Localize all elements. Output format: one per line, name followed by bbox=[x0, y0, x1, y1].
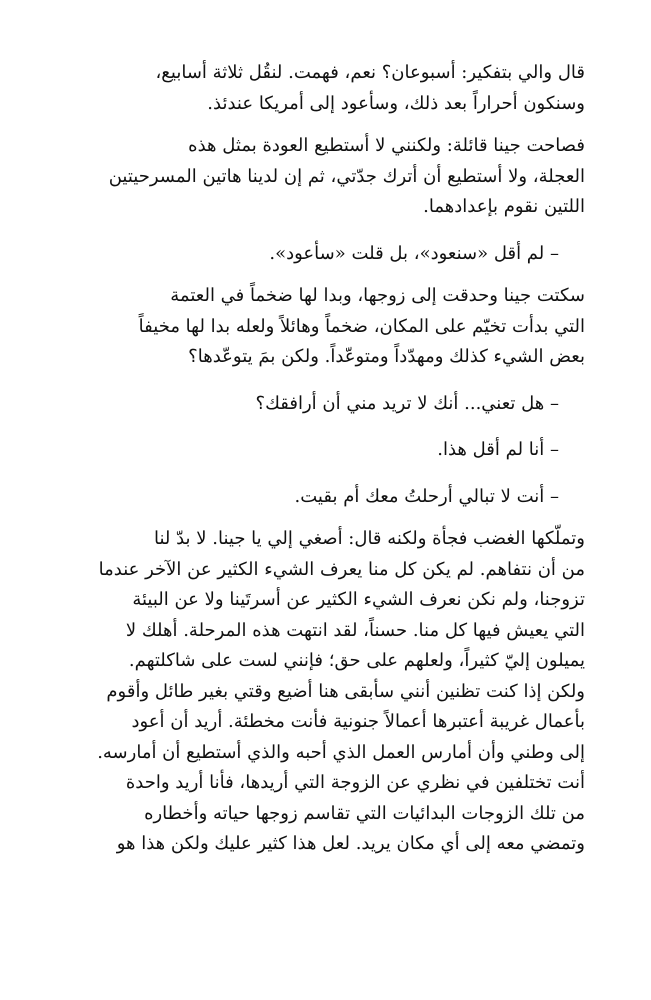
text-line: اللتين نقوم بإعدادهما. bbox=[423, 196, 585, 217]
text-line: أنت تختلفين في نظري عن الزوجة التي أريدها، فأنا أريد واحدة bbox=[125, 772, 585, 793]
text-line: – هل تعني... أنك لا تريد مني أن أرافقك؟ bbox=[255, 392, 559, 414]
text-line: وتملّكها الغضب فجأة ولكنه قال: أصغي إلي يا جينا. لا بدّ لنا bbox=[153, 528, 585, 549]
paragraph-gina-cannot-return bbox=[40, 131, 611, 223]
text-line: سكتت جينا وحدقت إلى زوجها، وبدا لها ضخماً في العتمة bbox=[170, 285, 585, 306]
text-line: – أنت لا تبالي أرحلتُ معك أم بقيت. bbox=[294, 485, 559, 507]
text-line: تزوجنا، ولم نكن نعرف الشيء الكثير عن أسرتَينا ولا عن البيئة bbox=[132, 589, 585, 610]
text-line: بعض الشيء كذلك ومهدّداً ومتوعّداً. ولكن بمَ يتوعّدها؟ bbox=[188, 346, 585, 367]
text-line: وتمضي معه إلى أي مكان يريد. لعل هذا كثير عليك ولكن هذا هو bbox=[116, 833, 585, 854]
dialog-line-do-you-mean bbox=[40, 389, 611, 420]
text-line: إلى وطني وأن أمارس العمل الذي أحبه والذي أستطيع أن أمارسه. bbox=[97, 741, 585, 763]
text-line: بأعمال غريبة أعتبرها أعمالاً جنونية فأنت مخطئة. أريد أن أعود bbox=[131, 711, 585, 732]
paragraph-anger-and-speech bbox=[40, 524, 611, 860]
text-line: يميلون إليّ كثيراً، ولعلهم على حق؛ فإنني لست على شاكلتهم. bbox=[128, 650, 585, 671]
text-line: العجلة، ولا أستطيع أن أترك جدّتي، ثم إن لدينا هاتين المسرحيتين bbox=[108, 165, 585, 187]
text-line: وسنكون أحراراً بعد ذلك، وسأعود إلى أمريكا عندئذ. bbox=[207, 92, 585, 114]
text-line: التي بدأت تخيّم على المكان، ضخماً وهائلاً ولعله بدا لها مخيفاً bbox=[138, 315, 585, 337]
paragraph-wally-three-weeks bbox=[40, 58, 611, 119]
dialog-line-you-do-not-care bbox=[40, 482, 611, 513]
text-line: – لم أقل «سنعود»، بل قلت «سأعود». bbox=[269, 242, 559, 264]
paragraph-gina-stares bbox=[40, 281, 611, 373]
text-line: من تلك الزوجات البدائيات التي تقاسم زوجها حياته وأخطاره bbox=[144, 802, 585, 824]
text-line: التي يعيش فيها كل منا. حسناً، لقد انتهت هذه المرحلة. أهلك لا bbox=[125, 619, 585, 641]
text-line: ولكن إذا كنت تظنين أنني سأبقى هنا أضيع وقتي بغير طائل وأقوم bbox=[106, 680, 585, 702]
dialog-line-i-said-i-will-return bbox=[40, 239, 611, 270]
text-line: قال والي بتفكير: أسبوعان؟ نعم، فهمت. لنقُل ثلاثة أسابيع، bbox=[155, 62, 585, 83]
text-line: من أن نتفاهم. لم يكن كل منا يعرف الشيء الكثير عن الآخر عندما bbox=[98, 558, 585, 580]
text-line: – أنا لم أقل هذا. bbox=[437, 439, 559, 460]
text-line: فصاحت جينا قائلة: ولكنني لا أستطيع العودة بمثل هذه bbox=[188, 135, 585, 156]
dialog-line-i-did-not-say bbox=[40, 435, 611, 466]
